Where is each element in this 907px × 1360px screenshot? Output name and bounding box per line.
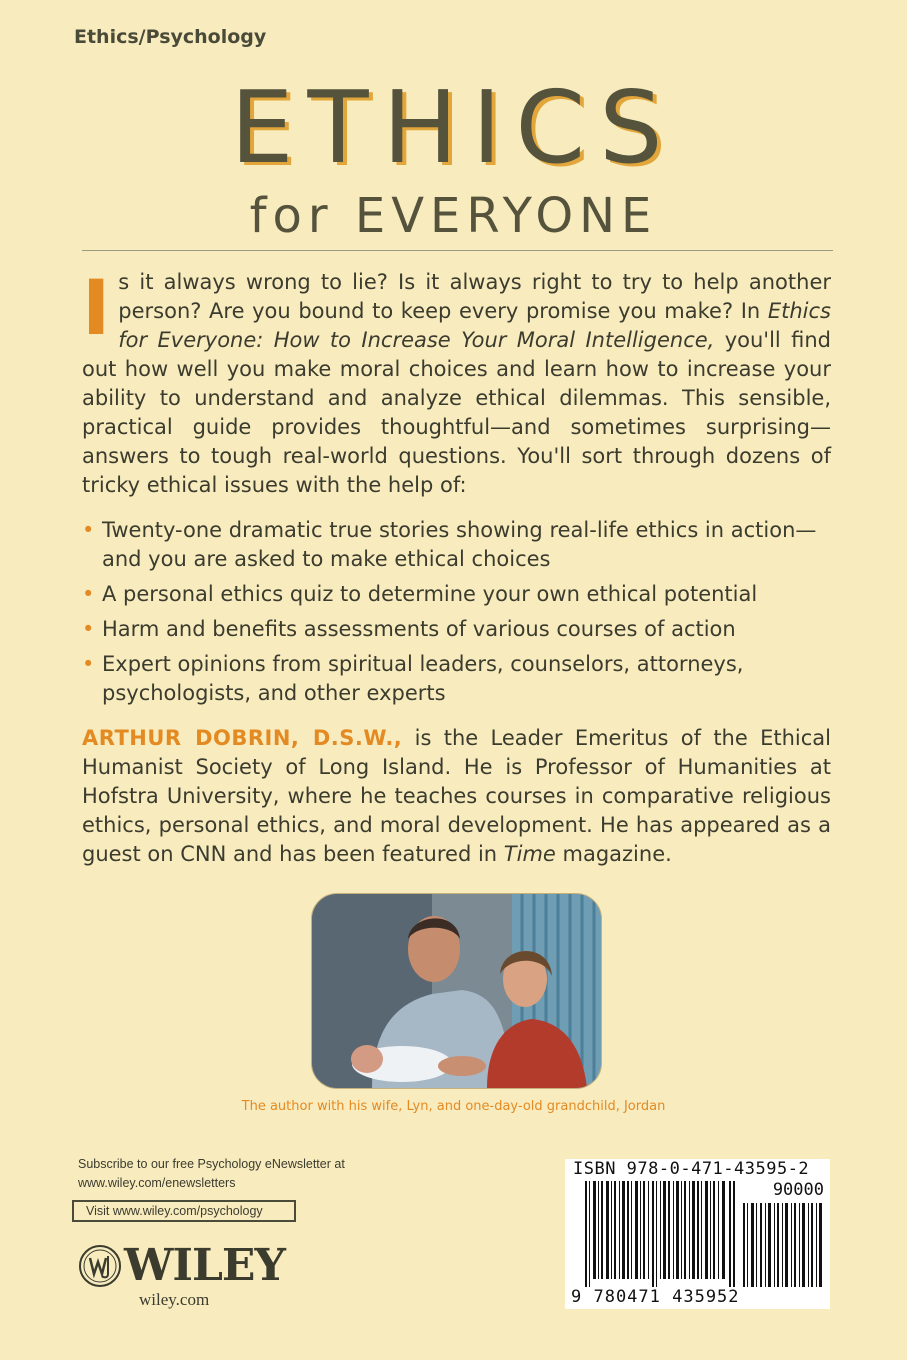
intro-text-2: you'll find out how well you make moral choices and learn how to increase your ability to understand and analyze ethical dilemmas. This sensible, practical guide provides thoughtful—and sometimes surprising—answers to tough real-world questions. You'll sort through dozens of tricky ethical issues with the help of: <box>82 328 831 497</box>
barcode-bars <box>585 1181 735 1287</box>
list-item: • Harm and benefits assessments of various courses of action <box>82 615 831 644</box>
intro-text-1: s it always wrong to lie? Is it always right to try to help another person? Are you bound to keep every promise you make? In <box>118 270 831 323</box>
book-title: ETHICS <box>230 69 677 186</box>
book-subtitle: for EVERYONE <box>249 188 658 244</box>
list-item: • Expert opinions from spiritual leaders, counselors, attorneys, psychologists, and other experts <box>82 650 831 708</box>
bio-magazine: Time <box>503 842 556 866</box>
newsletter-url[interactable]: www.wiley.com/enewsletters <box>78 1176 236 1190</box>
visit-link[interactable]: Visit www.wiley.com/psychology <box>72 1200 296 1222</box>
drop-cap: I <box>82 263 111 352</box>
price-code: 90000 <box>772 1180 824 1200</box>
wiley-logo <box>78 1240 285 1292</box>
barcode <box>565 1159 830 1309</box>
newsletter-info <box>78 1155 345 1193</box>
isbn-label: ISBN 978-0-471-43595-2 <box>573 1159 810 1179</box>
wiley-seal-icon <box>78 1244 122 1288</box>
author-bio <box>82 724 831 869</box>
addon-barcode-bars <box>743 1203 823 1287</box>
publisher-url[interactable]: wiley.com <box>139 1290 210 1309</box>
author-photo-image <box>312 894 601 1088</box>
author-name: ARTHUR DOBRIN, D.S.W., <box>82 726 403 750</box>
list-item: • A personal ethics quiz to determine your own ethical potential <box>82 580 831 609</box>
intro-paragraph <box>82 263 831 500</box>
title-divider <box>82 250 833 251</box>
newsletter-line-1: Subscribe to our free Psychology eNewsletter at <box>78 1157 345 1171</box>
bio-text-2: magazine. <box>555 842 672 866</box>
list-item: • Twenty-one dramatic true stories showing real-life ethics in action—and you are asked to make ethical choices <box>82 516 831 574</box>
author-photo <box>311 893 602 1089</box>
bio-text-1: is the Leader Emeritus of the Ethical Humanist Society of Long Island. He is Professor of Humanities at Hofstra University, where he teaches courses in comparative religious ethics, personal ethics, and moral development. He has appeared as a guest on CNN and has been featured in <box>82 726 832 866</box>
category-label: Ethics/Psychology <box>74 26 267 48</box>
barcode-number: 9 780471 435952 <box>571 1287 740 1307</box>
publisher-name: WILEY <box>124 1240 285 1291</box>
photo-caption: The author with his wife, Lyn, and one-day-old grandchild, Jordan <box>241 1099 666 1114</box>
feature-list <box>82 516 831 714</box>
intro-book-title: Ethics for Everyone: How to Increase Your Moral Intelligence, <box>118 299 831 352</box>
